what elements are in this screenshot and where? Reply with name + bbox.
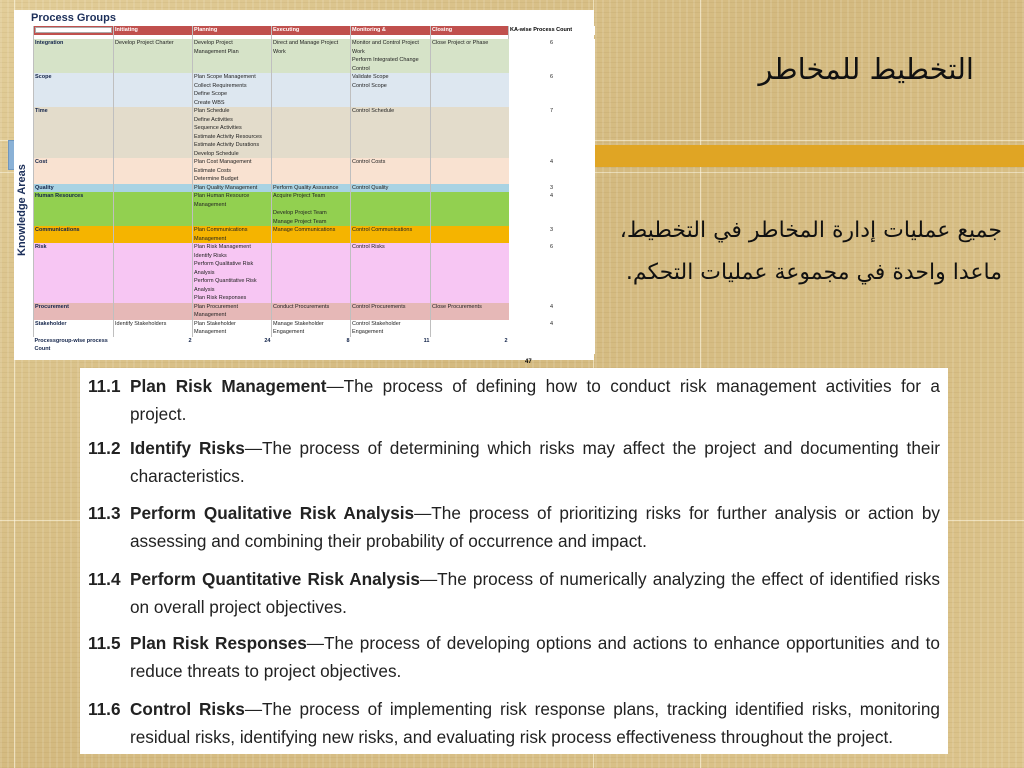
process-name: Plan Risk Responses [130, 633, 307, 653]
table-row [34, 158, 595, 184]
header-blank-cell [34, 26, 114, 35]
process-cell [272, 226, 351, 243]
risk-process-item [88, 565, 940, 621]
process-name: Control Schedule [352, 108, 395, 114]
process-cell [351, 73, 431, 107]
process-name: Plan Schedule [194, 108, 230, 114]
process-cell [193, 158, 272, 184]
process-cell [193, 303, 272, 320]
knowledge-area-name: Quality [34, 184, 114, 193]
process-name: Define Scope [194, 91, 228, 97]
process-groups-table-image [14, 10, 594, 365]
process-group-total: 2 [114, 337, 193, 354]
process-cell [431, 73, 509, 107]
process-groups-table [33, 26, 595, 354]
process-cell [272, 320, 351, 337]
process-name: Develop Project Charter [115, 40, 174, 46]
process-description: —The process of prioritizing risks for further analysis or action by assessing and combining their probability of occurrence and impact. [130, 503, 940, 551]
accent-bar [593, 145, 1024, 167]
process-name: Plan Risk Responses [194, 295, 247, 301]
process-cell [114, 73, 193, 107]
process-name: Direct and Manage Project [273, 40, 339, 46]
process-name: Sequence Activities [194, 125, 242, 131]
knowledge-area-count: 3 [509, 226, 595, 243]
process-name: Plan Cost Management [194, 159, 252, 165]
process-cell [114, 192, 193, 226]
process-cell [114, 39, 193, 73]
grand-total: 47 [525, 359, 532, 365]
process-cell [351, 158, 431, 184]
process-name: Management [194, 201, 227, 208]
process-cell [272, 107, 351, 158]
process-cell [114, 184, 193, 193]
knowledge-area-count: 3 [509, 184, 595, 193]
process-cell [272, 158, 351, 184]
process-cell [193, 192, 272, 226]
process-name: Monitor and Control Project [352, 40, 419, 46]
column-header: Monitoring & [351, 26, 431, 35]
column-header: Closing [431, 26, 509, 35]
knowledge-area-name: Integration [34, 39, 114, 73]
process-cell [272, 303, 351, 320]
process-name: Work [352, 48, 365, 55]
process-cell [193, 320, 272, 337]
process-number: 11.4 [88, 569, 121, 589]
risk-process-item [88, 434, 940, 490]
process-name: Determine Budget [194, 176, 239, 182]
process-name: Work [273, 48, 286, 55]
process-name: Control Risks [130, 699, 245, 719]
process-name: Analysis [194, 286, 215, 293]
process-description: —The process of numerically analyzing the effect of identified risks on overall project objectives. [130, 569, 940, 617]
knowledge-area-count: 6 [509, 243, 595, 303]
process-name: Create WBS [194, 99, 225, 106]
process-cell [351, 303, 431, 320]
process-groups-heading: Process Groups [31, 12, 116, 24]
process-cell [351, 39, 431, 73]
process-cell [431, 107, 509, 158]
process-name: Perform Qualitative Risk Analysis [130, 503, 415, 523]
risk-process-item [88, 499, 940, 555]
process-cell [114, 303, 193, 320]
process-cell [431, 158, 509, 184]
process-cell [351, 192, 431, 226]
process-name: Estimate Costs [194, 167, 231, 174]
process-name: Plan Communications [194, 227, 248, 233]
process-name: Collect Requirements [194, 82, 247, 89]
knowledge-area-count: 4 [509, 192, 595, 226]
process-name: Acquire Project Team [273, 193, 326, 199]
process-cell [351, 184, 431, 193]
knowledge-area-count: 6 [509, 39, 595, 73]
table-row [34, 107, 595, 158]
process-cell [272, 73, 351, 107]
process-description: —The process of determining which risks may affect the project and documenting their characteristics. [130, 438, 940, 486]
table-header-row [34, 26, 595, 35]
table-row [34, 226, 595, 243]
process-name: Perform Integrated Change [352, 57, 419, 63]
process-cell [193, 39, 272, 73]
process-name: Perform Quantitative Risk [194, 278, 257, 284]
process-name: Identify Stakeholders [115, 320, 167, 327]
process-name: Estimate Activity Durations [194, 142, 260, 148]
process-name: Management [194, 235, 227, 242]
process-cell [351, 243, 431, 303]
process-number: 11.2 [88, 438, 121, 458]
process-cell [351, 320, 431, 337]
process-name: Develop Project Team [273, 210, 327, 216]
knowledge-area-name: Cost [34, 158, 114, 184]
process-cell [431, 39, 509, 73]
process-name: Management [194, 329, 227, 335]
process-name: Control Quality [352, 184, 389, 191]
process-name: Develop Schedule [194, 150, 239, 157]
process-text [88, 434, 940, 490]
process-description: —The process of defining how to conduct risk management activities for a project. [130, 376, 940, 424]
process-number: 11.1 [88, 376, 121, 396]
process-name: Plan Procurement [194, 303, 239, 310]
process-name: Define Activities [194, 116, 233, 123]
process-cell [193, 243, 272, 303]
count-column-header: KA-wise Process Count [509, 26, 595, 35]
process-cell [193, 226, 272, 243]
process-name: Identify Risks [130, 438, 245, 458]
process-name: Manage Communications [273, 227, 336, 233]
process-name: Plan Scope Management [194, 74, 256, 80]
knowledge-area-name: Scope [34, 73, 114, 107]
process-name: Plan Quality Management [194, 184, 258, 191]
process-name: Manage Stakeholder [273, 320, 324, 327]
process-name: Control [352, 65, 370, 72]
process-cell [114, 158, 193, 184]
table-row [34, 73, 595, 107]
slide-body-text: جميع عمليات إدارة المخاطر في التخطيط، ماعدا واحدة في مجموعة عمليات التحكم. [619, 218, 1002, 285]
knowledge-area-name: Risk [34, 243, 114, 303]
table-row [34, 320, 595, 337]
knowledge-area-name: Time [34, 107, 114, 158]
process-name: Control Communications [352, 227, 413, 233]
process-text [88, 499, 940, 555]
knowledge-area-name: Human Resources [34, 192, 114, 226]
process-description: —The process of implementing risk response plans, tracking identified risks, monitoring residual risks, identifying new risks, and evaluating risk process effectiveness throughout the project. [130, 699, 940, 747]
column-header: Planning [193, 26, 272, 35]
process-name: Develop Project [194, 40, 233, 46]
knowledge-area-name: Communications [34, 226, 114, 243]
process-description: —The process of developing options and actions to enhance opportunities and to reduce threats to project objectives. [130, 633, 940, 681]
process-cell [431, 320, 509, 337]
process-name: Close Procurements [432, 303, 482, 310]
process-name: Perform Quantitative Risk Analysis [130, 569, 420, 589]
process-cell [114, 226, 193, 243]
risk-process-item [88, 372, 940, 428]
process-cell [431, 303, 509, 320]
process-name [273, 201, 349, 210]
process-cell [272, 184, 351, 193]
knowledge-areas-label: Knowledge Areas [16, 164, 28, 256]
totals-label: Processgroup-wise process Count [34, 337, 114, 354]
process-text [88, 565, 940, 621]
process-cell [431, 184, 509, 193]
process-cell [351, 107, 431, 158]
process-name: Perform Qualitative Risk [194, 261, 254, 267]
process-name: Control Procurements [352, 303, 406, 310]
process-cell [193, 107, 272, 158]
process-name: Identify Risks [194, 252, 227, 259]
process-name: Control Risks [352, 244, 385, 250]
process-name: Plan Risk Management [130, 376, 327, 396]
knowledge-area-count: 6 [509, 73, 595, 107]
totals-blank-cell [509, 337, 595, 354]
process-name: Plan Human Resource [194, 193, 250, 199]
process-name: Engagement [273, 329, 305, 335]
process-name: Control Scope [352, 82, 387, 89]
column-header: Initiating [114, 26, 193, 35]
process-cell [114, 243, 193, 303]
process-cell [114, 107, 193, 158]
table-row [34, 192, 595, 226]
process-number: 11.5 [88, 633, 121, 653]
knowledge-area-count: 4 [509, 303, 595, 320]
knowledge-area-count: 7 [509, 107, 595, 158]
process-name: Analysis [194, 269, 215, 276]
process-group-total: 11 [351, 337, 431, 354]
process-cell [272, 192, 351, 226]
process-cell [193, 73, 272, 107]
process-text [88, 372, 940, 428]
process-name: Engagement [352, 329, 384, 335]
process-name: Manage Project Team [273, 218, 327, 225]
table-row [34, 303, 595, 320]
process-name: Plan Stakeholder [194, 320, 236, 327]
process-name: Management [194, 312, 227, 318]
risk-processes-panel [80, 368, 948, 754]
process-name: Close Project or Phase [432, 40, 489, 46]
process-number: 11.3 [88, 503, 121, 523]
process-group-total: 2 [431, 337, 509, 354]
process-cell [272, 243, 351, 303]
table-row [34, 243, 595, 303]
process-text [88, 695, 940, 751]
knowledge-area-count: 4 [509, 320, 595, 337]
process-text [88, 629, 940, 685]
process-cell [272, 39, 351, 73]
column-header: Executing [272, 26, 351, 35]
process-cell [114, 320, 193, 337]
process-cell [431, 226, 509, 243]
risk-process-item [88, 695, 940, 751]
process-name: Estimate Activity Resources [194, 133, 262, 140]
process-name: Management Plan [194, 48, 239, 55]
process-name: Plan Risk Management [194, 244, 251, 250]
process-name: Perform Quality Assurance [273, 184, 339, 191]
table-row [34, 184, 595, 193]
process-group-total: 24 [193, 337, 272, 354]
process-cell [431, 243, 509, 303]
process-number: 11.6 [88, 699, 121, 719]
slide-title: التخطيط للمخاطر [758, 52, 974, 86]
process-cell [431, 192, 509, 226]
process-name: Conduct Procurements [273, 303, 330, 310]
process-name: Control Costs [352, 159, 386, 165]
risk-process-item [88, 629, 940, 685]
knowledge-area-name: Stakeholder [34, 320, 114, 337]
process-name: Validate Scope [352, 74, 389, 80]
knowledge-area-count: 4 [509, 158, 595, 184]
process-cell [351, 226, 431, 243]
knowledge-area-name: Procurement [34, 303, 114, 320]
process-name: Control Stakeholder [352, 320, 401, 327]
table-row [34, 39, 595, 73]
process-cell [193, 184, 272, 193]
process-group-total: 8 [272, 337, 351, 354]
totals-row [34, 337, 595, 354]
